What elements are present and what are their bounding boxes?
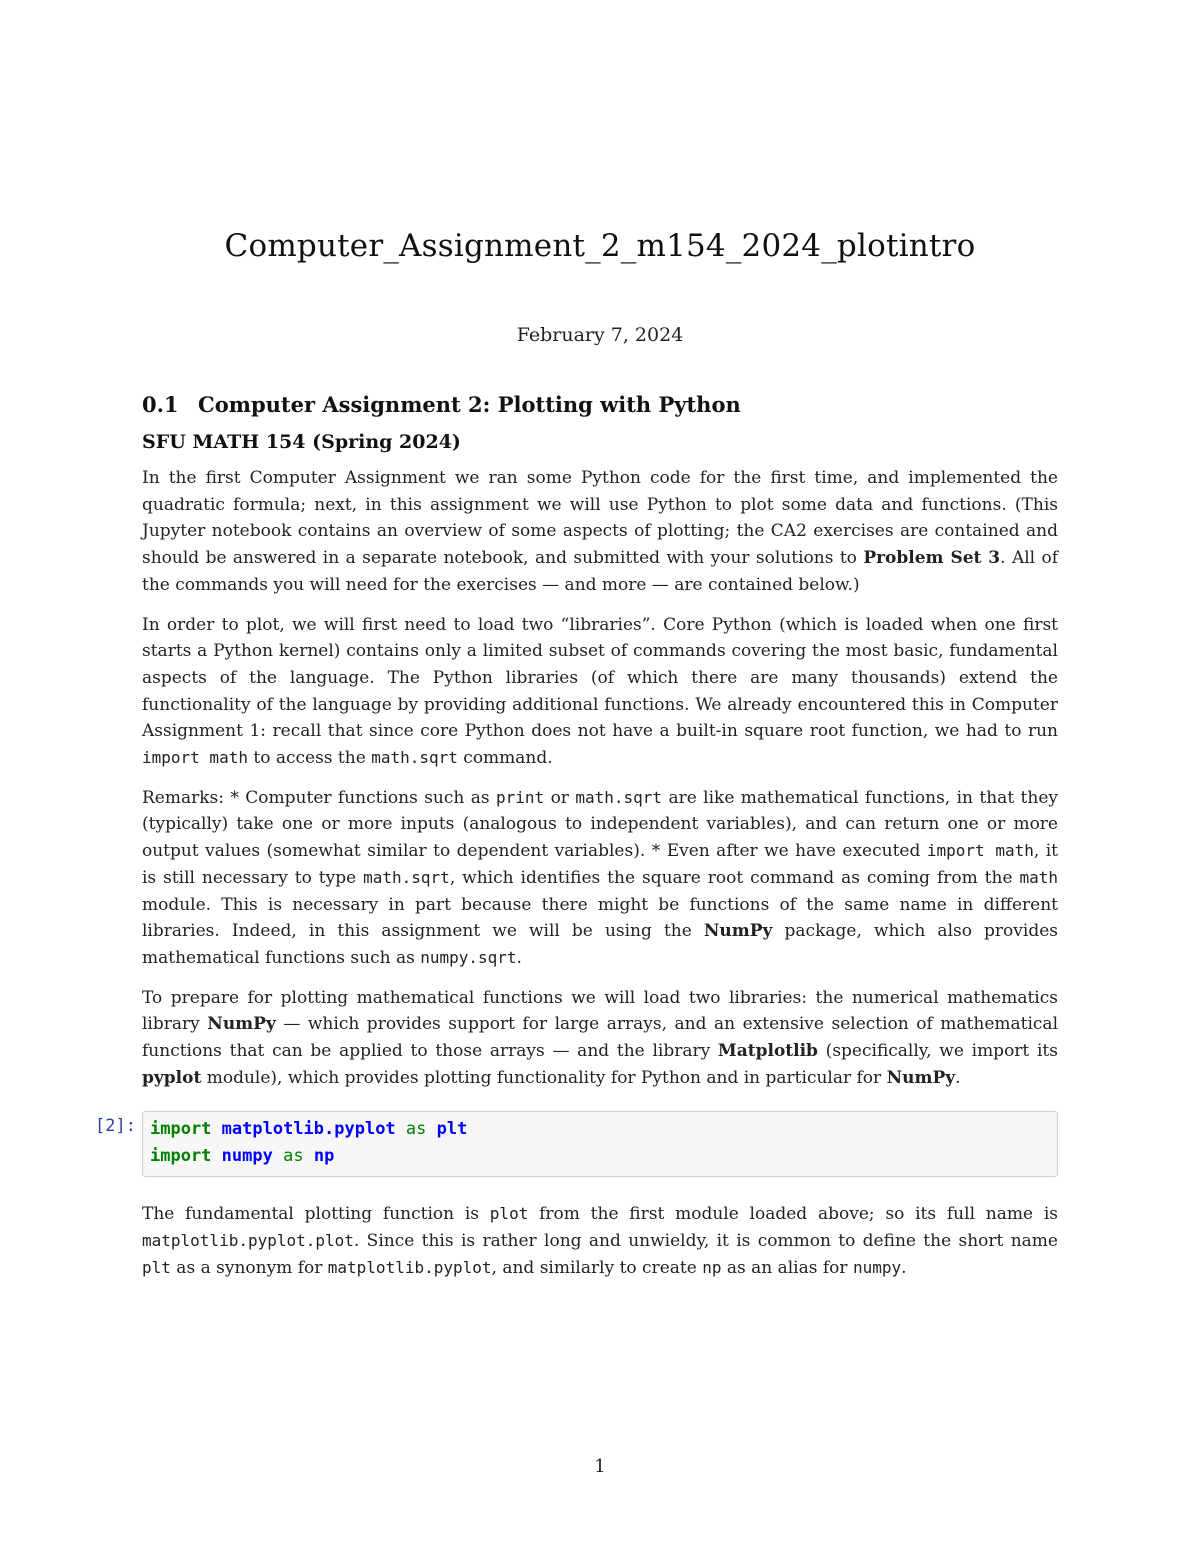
code-module: matplotlib.pyplot <box>221 1119 396 1140</box>
code-keyword: as <box>405 1119 427 1140</box>
inline-code: matplotlib.pyplot <box>327 1257 492 1277</box>
document-date: February 7, 2024 <box>516 324 684 346</box>
section-title: Computer Assignment 2: Plotting with Python <box>198 392 741 417</box>
notebook-content <box>95 392 1059 1295</box>
code-input[interactable] <box>142 1111 1058 1177</box>
numpy-bold: NumPy <box>703 921 773 942</box>
cell-prompt: [2]: <box>95 1116 136 1137</box>
paragraph-intro: In the first Computer Assignment we ran some Python code for the first time, and implemented the quadratic formula; next, in this assignment we will use Python to plot some data and functions. (This Jupyter notebook contains an overview of some aspects of plotting; the CA2 exercises are contained and should be answered in a separate notebook, and submitted with your solutions to Problem Set 3. All of the commands you will need for the exercises — and more — are contained below.) <box>142 468 1059 595</box>
numpy-bold: NumPy <box>207 1014 276 1035</box>
inline-code: math.sqrt <box>363 867 450 887</box>
section-subtitle: SFU MATH 154 (Spring 2024) <box>142 431 461 453</box>
inline-code: numpy <box>852 1257 902 1277</box>
problem-set-bold: Problem Set 3 <box>863 548 1001 569</box>
paragraph-libraries: In order to plot, we will first need to load two “libraries”. Core Python (which is loaded when one first starts a Python kernel) contains only a limited subset of commands covering the most basic, fundamental aspects of the language. The Python libraries (of which there are many thousands) extend the functionality of the language by providing additional functions. We already encountered this in Computer Assignment 1: recall that since core Python does not have a built-in square root function, we had to run import math to access the math.sqrt command. <box>142 614 1058 769</box>
inline-code: math.sqrt <box>371 748 458 768</box>
paragraph-remarks: Remarks: * Computer functions such as print or math.sqrt are like mathematical functions, in that they (typically) take one or more inputs (analogous to independent variables), and can return one or more output values (somewhat similar to dependent variables). * Even after we have executed import math, it is still necessary to type math.sqrt, which identifies the square root command as coming from the math module. This is necessary in part because there might be functions of the same name in different libraries. Indeed, in this assignment we will be using the NumPy package, which also provides mathematical functions such as numpy.sqrt. <box>142 787 1059 968</box>
inline-code: plt <box>142 1257 171 1277</box>
code-cell[interactable] <box>95 1111 1058 1177</box>
inline-code: math.sqrt <box>575 787 663 807</box>
inline-code: np <box>702 1257 722 1277</box>
inline-code: matplotlib.pyplot.plot <box>142 1231 354 1251</box>
code-module: numpy <box>221 1146 273 1167</box>
page-number: 1 <box>594 1456 606 1477</box>
code-alias: np <box>313 1146 335 1167</box>
code-keyword: as <box>283 1146 304 1167</box>
inline-code: numpy.sqrt <box>420 947 517 967</box>
section-heading <box>142 392 1058 417</box>
inline-code: math <box>1019 867 1058 887</box>
paragraph-prepare: To prepare for plotting mathematical functions we will load two libraries: the numerical mathematics library NumPy — which provides support for large arrays, and an extensive selection of mathematical functions that can be applied to those arrays — and the library Matplotlib (specifically, we import its pyplot module), which provides plotting functionality for Python and in particular for NumPy. <box>142 987 1059 1088</box>
inline-code: import math <box>142 748 248 768</box>
section-number: 0.1 <box>142 392 179 417</box>
document-title: Computer_Assignment_2_m154_2024_plotintro <box>224 228 976 264</box>
inline-code: print <box>496 787 545 807</box>
inline-code: plot <box>489 1204 529 1224</box>
code-alias: plt <box>436 1119 468 1140</box>
numpy-bold: NumPy <box>886 1067 956 1088</box>
paragraph-plot-function: The fundamental plotting function is plot from the first module loaded above; so its full name is matplotlib.pyplot.plot. Since this is rather long and unwieldy, it is common to define the short name plt as a synonym for matplotlib.pyplot, and similarly to create np as an alias for numpy. <box>142 1204 1058 1278</box>
inline-code: import math <box>926 841 1034 861</box>
code-keyword: import <box>150 1119 212 1140</box>
code-keyword: import <box>150 1146 212 1167</box>
pyplot-bold: pyplot <box>142 1067 202 1088</box>
matplotlib-bold: Matplotlib <box>717 1041 818 1062</box>
